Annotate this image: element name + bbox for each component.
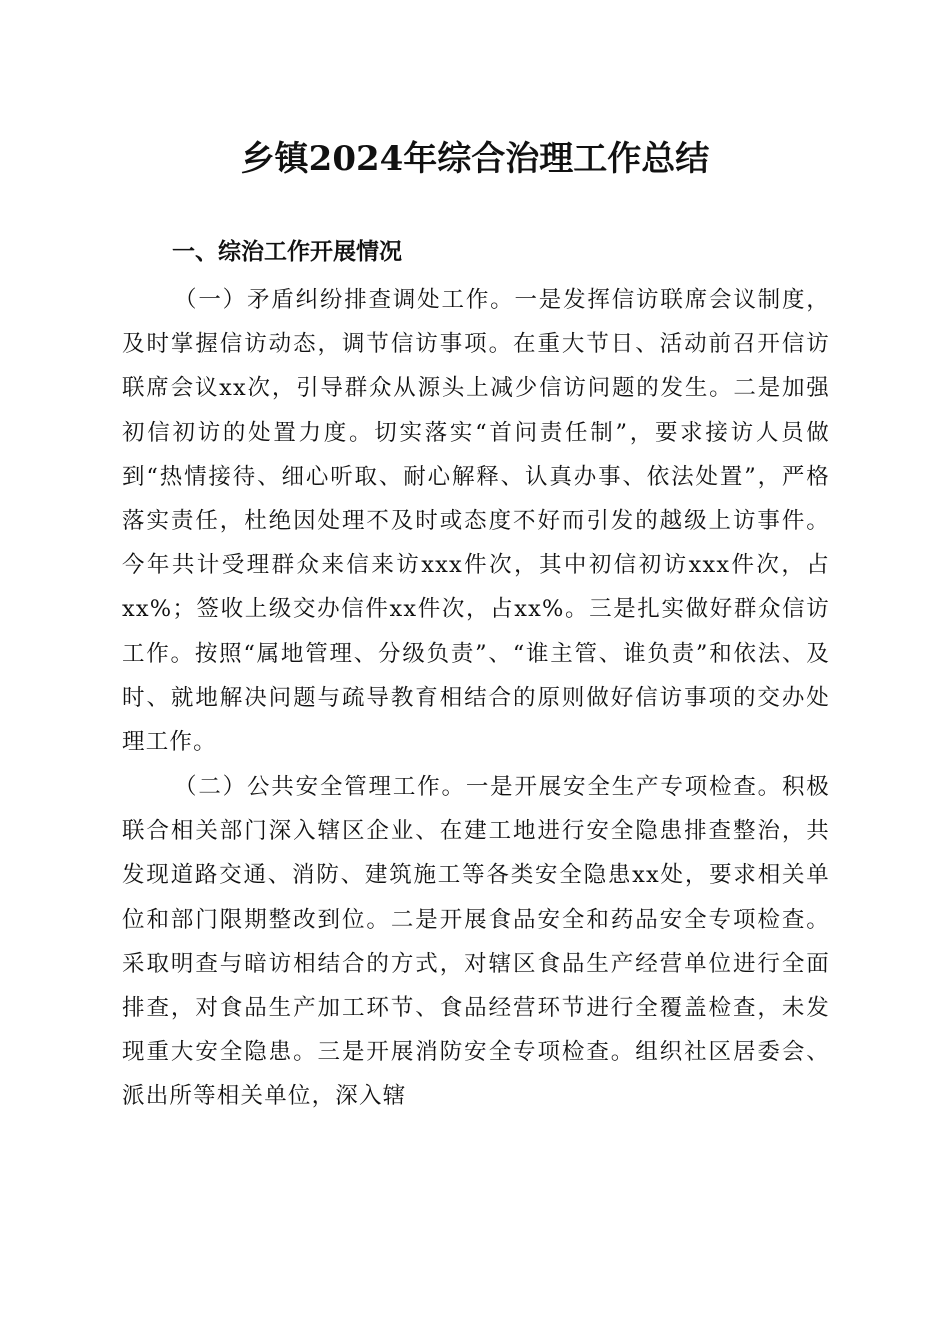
paragraph-body: 一是发挥信访联席会议制度，及时掌握信访动态，调节信访事项。在重大节日、活动前召开信访联席会议xx次，引导群众从源头上减少信访问题的发生。二是加强初信初访的处置力度。切实落实“首问责任制”，要求接访人员做到“热情接待、细心听取、耐心解释、认真办事、依法处置”，严格落实责任，杜绝因处理不及时或态度不好而引发的越级上访事件。今年共计受理群众来信来访xxx件次，其中初信初访xxx件次，占xx%；签收上级交办信件xx件次，占xx%。三是扎实做好群众信访工作。按照“属地管理、分级负责”、“谁主管、谁负责”和依法、及时、就地解决问题与疏导教育相结合的原则做好信访事项的交办处理工作。 [122, 287, 830, 756]
paragraph-public-safety [122, 765, 830, 1119]
paragraph-lead: （一）矛盾纠纷排查调处工作。 [174, 287, 515, 313]
paragraph-body: 一是开展安全生产专项检查。积极联合相关部门深入辖区企业、在建工地进行安全隐患排查整治，共发现道路交通、消防、建筑施工等各类安全隐患xx处，要求相关单位和部门限期整改到位。二是开展食品安全和药品安全专项检查。采取明查与暗访相结合的方式，对辖区食品生产经营单位进行全面排查，对食品生产加工环节、食品经营环节进行全覆盖检查，未发现重大安全隐患。三是开展消防安全专项检查。组织社区居委会、派出所等相关单位，深入辖 [122, 774, 830, 1110]
document-title: 乡镇2024年综合治理工作总结 [240, 139, 710, 179]
section-heading: 一、综治工作开展情况 [172, 239, 402, 265]
paragraph-lead: （二）公共安全管理工作。 [174, 774, 466, 800]
paragraph-dispute-resolution [122, 278, 830, 764]
